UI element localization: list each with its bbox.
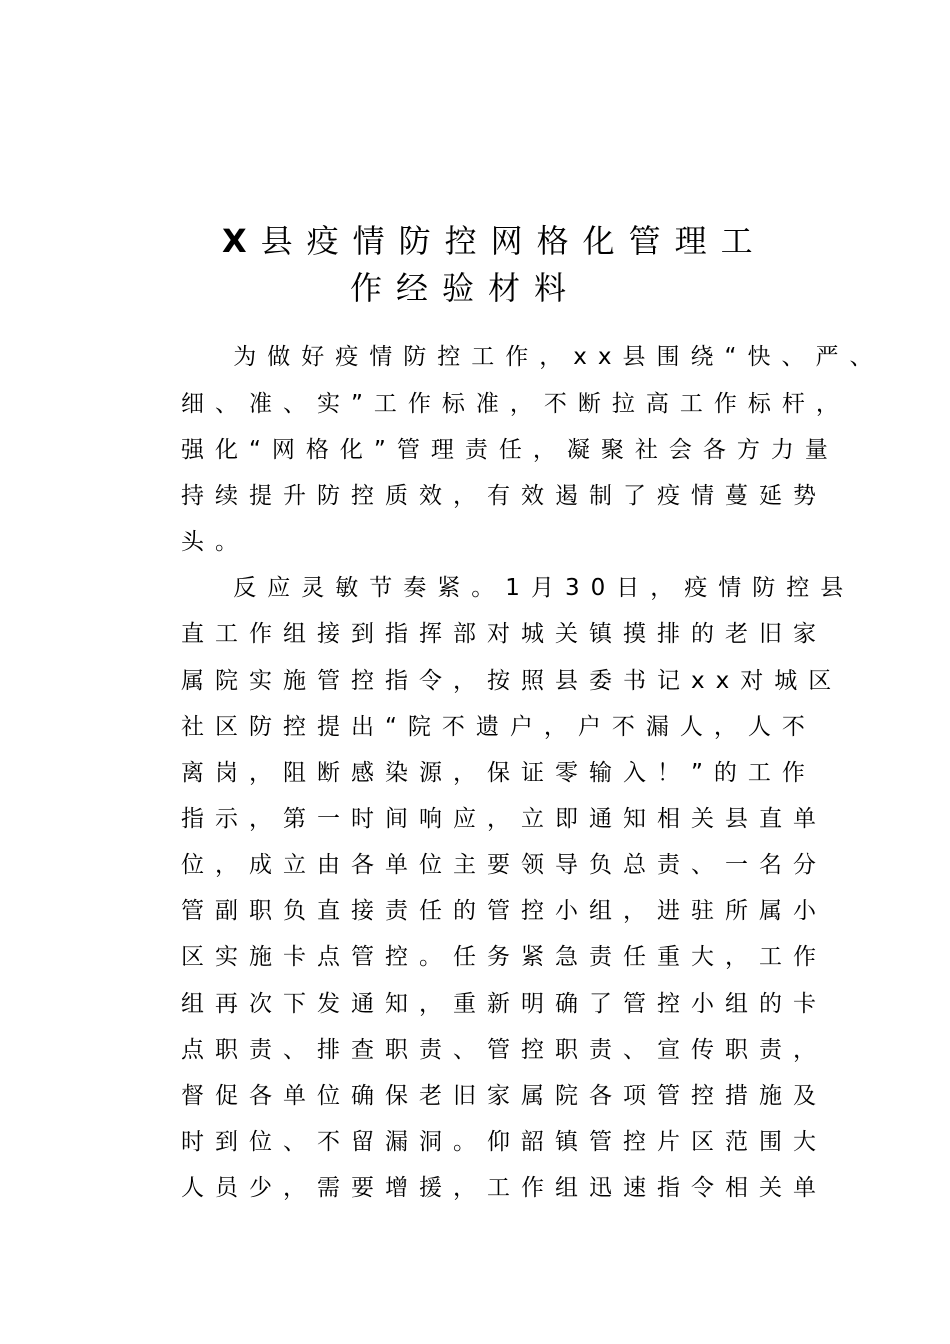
body-line-7: 直工作组接到指挥部对城关镇摸排的老旧家 <box>181 621 827 647</box>
title-line-1-text: 县疫情防控网格化管理工 <box>260 222 767 260</box>
body-line-11: 指示，第一时间响应，立即通知相关县直单 <box>181 806 827 832</box>
body-line-1: 为做好疫情防控工作，xx县围绕“快、严、 <box>181 344 884 370</box>
body-line-18: 时到位、不留漏洞。仰韶镇管控片区范围大 <box>181 1129 827 1155</box>
body-line-2: 细、准、实”工作标准，不断拉高工作标杆， <box>181 391 850 417</box>
body-line-8: 属院实施管控指令，按照县委书记xx对城区 <box>181 668 843 694</box>
body-line-12: 位，成立由各单位主要领导负总责、一名分 <box>181 852 827 878</box>
body-line-15: 组再次下发通知，重新明确了管控小组的卡 <box>181 991 827 1017</box>
body-line-14: 区实施卡点管控。任务紧急责任重大，工作 <box>181 944 827 970</box>
body-line-19: 人员少，需要增援，工作组迅速指令相关单 <box>181 1175 827 1201</box>
body-line-16: 点职责、排查职责、管控职责、宣传职责， <box>181 1037 827 1063</box>
body-line-6: 反应灵敏节奏紧。1月30日，疫情防控县 <box>181 575 855 601</box>
body-line-17: 督促各单位确保老旧家属院各项管控措施及 <box>181 1083 827 1109</box>
document-title-line-1 <box>222 221 767 261</box>
body-line-5: 头。 <box>181 529 249 555</box>
title-lead-letter: X <box>222 222 261 260</box>
body-line-10: 离岗，阻断感染源，保证零输入！”的工作 <box>181 760 816 786</box>
body-line-13: 管副职负直接责任的管控小组，进驻所属小 <box>181 898 827 924</box>
document-title-line-2: 作经验材料 <box>350 269 581 307</box>
body-line-4: 持续提升防控质效，有效遏制了疫情蔓延势 <box>181 483 827 509</box>
body-line-3: 强化“网格化”管理责任，凝聚社会各方力量 <box>181 437 839 463</box>
body-line-9: 社区防控提出“院不遗户，户不漏人，人不 <box>181 714 816 740</box>
